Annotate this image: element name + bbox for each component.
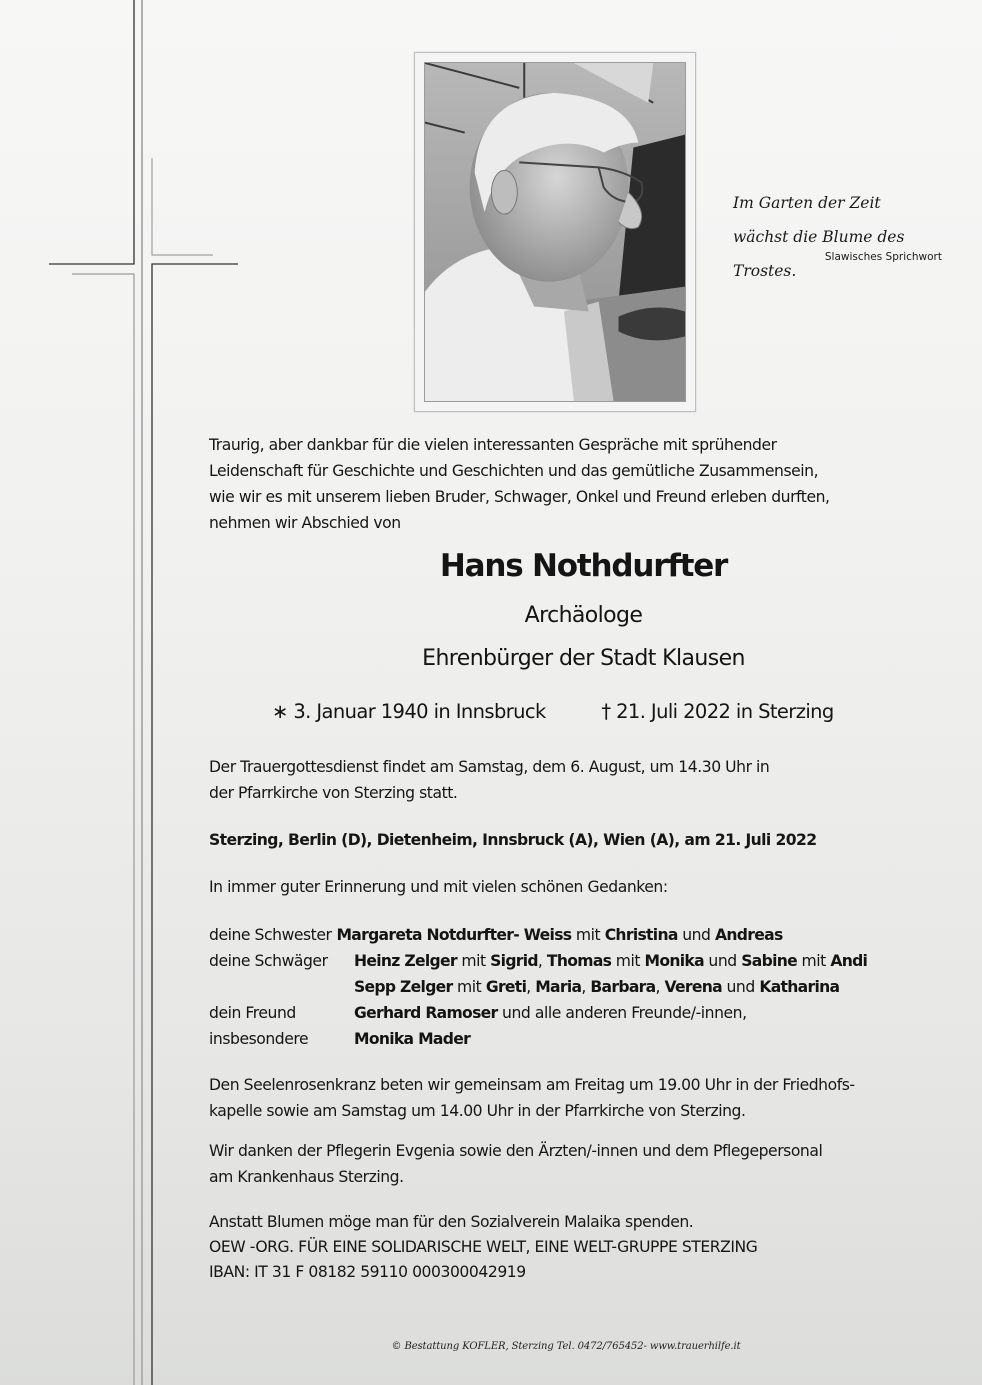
quote-source: Slawisches Sprichwort — [824, 251, 942, 263]
cross-line-upper-right — [152, 158, 213, 255]
donation-iban: IBAN: IT 31 F 08182 59110 000300042919 — [209, 1263, 526, 1281]
thanks-line: Wir danken der Pflegerin Evgenia sowie den Ärzten/-innen und dem Pflegepersonal — [209, 1142, 823, 1160]
death-cross-icon: † — [601, 700, 611, 723]
family-members — [354, 974, 839, 1000]
family-member-name: Greti — [485, 978, 527, 996]
family-member-name: Margareta Notdurfter- Weiss — [336, 926, 572, 944]
intro-line: wie wir es mit unserem lieben Bruder, Schwager, Onkel und Freund erleben durften, — [209, 488, 830, 506]
family-members — [354, 1000, 747, 1026]
memory-line: In immer guter Erinnerung und mit vielen schönen Gedanken: — [209, 878, 668, 896]
cross-line-lower-left — [72, 274, 134, 1385]
family-row — [209, 922, 867, 948]
family-connector: , — [526, 978, 536, 996]
service-line: Der Trauergottesdienst findet am Samstag, dem 6. August, um 14.30 Uhr in — [209, 758, 770, 776]
family-connector: mit — [797, 952, 831, 970]
thanks-paragraph — [209, 1138, 949, 1190]
family-relation: dein Freund — [209, 1004, 296, 1022]
family-row — [209, 1026, 867, 1052]
family-member-name: Sigrid — [490, 952, 538, 970]
family-members — [354, 948, 867, 974]
places-date: Sterzing, Berlin (D), Dietenheim, Innsbruck (A), Wien (A), am 21. Juli 2022 — [209, 831, 817, 849]
family-member-name: Heinz Zelger — [354, 952, 457, 970]
family-connector: mit — [452, 978, 486, 996]
family-member-name: Monika — [644, 952, 704, 970]
family-row — [209, 1000, 867, 1026]
family-connector: mit — [456, 952, 491, 970]
intro-line: Leidenschaft für Geschichte und Geschichten und das gemütliche Zusammensein, — [209, 462, 819, 480]
family-member-name: Verena — [664, 978, 722, 996]
family-list — [209, 922, 867, 1052]
cross-line-upper-left — [49, 0, 134, 264]
family-relation: deine Schwäger — [209, 952, 328, 970]
deceased-profession: Archäologe — [524, 603, 643, 628]
family-member-name: Maria — [535, 978, 582, 996]
life-dates — [272, 700, 834, 723]
family-members — [354, 1026, 470, 1052]
family-connector: und — [721, 978, 760, 996]
family-connector: und — [703, 952, 742, 970]
family-connector: mit — [611, 952, 645, 970]
thanks-line: am Krankenhaus Sterzing. — [209, 1168, 404, 1186]
quote-line-2: wächst die Blume des Trostes. — [733, 228, 905, 280]
family-row — [209, 974, 867, 1000]
family-connector: , — [655, 978, 665, 996]
deceased-honor: Ehrenbürger der Stadt Klausen — [422, 646, 745, 671]
rosary-line: kapelle sowie am Samstag um 14.00 Uhr in der Pfarrkirche von Sterzing. — [209, 1102, 746, 1120]
intro-paragraph — [209, 432, 949, 536]
birth-date: 3. Januar 1940 in Innsbruck — [293, 700, 546, 723]
family-connector: und — [677, 926, 716, 944]
intro-line: nehmen wir Abschied von — [209, 514, 401, 532]
family-row — [209, 948, 867, 974]
family-member-name: Barbara — [590, 978, 656, 996]
donation-org: OEW -ORG. FÜR EINE SOLIDARISCHE WELT, EINE WELT-GRUPPE STERZING — [209, 1238, 758, 1256]
family-member-name: Christina — [604, 926, 678, 944]
family-member-name: Katharina — [759, 978, 840, 996]
family-relation: insbesondere — [209, 1030, 309, 1048]
family-connector: , — [581, 978, 591, 996]
family-connector: , — [537, 952, 547, 970]
quote-line-1: Im Garten der Zeit — [733, 194, 881, 212]
service-line: der Pfarrkirche von Sterzing statt. — [209, 784, 458, 802]
donation-line: Anstatt Blumen möge man für den Sozialverein Malaika spenden. — [209, 1213, 694, 1231]
quote-block — [733, 186, 958, 280]
family-member-name: Sabine — [741, 952, 798, 970]
family-member-name: Monika Mader — [354, 1030, 471, 1048]
family-member-name: Andreas — [715, 926, 783, 944]
deceased-name: Hans Nothdurfter — [439, 548, 728, 584]
family-member-name: Thomas — [546, 952, 612, 970]
portrait-frame — [414, 52, 696, 412]
death-date: 21. Juli 2022 in Sterzing — [616, 700, 834, 723]
birth-star-icon: ∗ — [272, 700, 288, 723]
family-connector: und alle anderen Freunde/-innen, — [497, 1004, 747, 1022]
family-member-name: Sepp Zelger — [354, 978, 453, 996]
family-members — [336, 922, 782, 948]
donation-paragraph — [209, 1210, 949, 1285]
service-paragraph — [209, 754, 909, 806]
family-relation — [209, 974, 354, 1000]
family-member-name: Gerhard Ramoser — [354, 1004, 498, 1022]
rosary-line: Den Seelenrosenkranz beten wir gemeinsam am Freitag um 19.00 Uhr in der Friedhofs- — [209, 1076, 855, 1094]
portrait-photo-icon — [425, 63, 685, 401]
family-relation: deine Schwester — [209, 926, 332, 944]
intro-line: Traurig, aber dankbar für die vielen interessanten Gespräche mit sprühender — [209, 436, 777, 454]
footer-credit: © Bestattung KOFLER, Sterzing Tel. 0472/765452- www.trauerhilfe.it — [391, 1341, 741, 1352]
portrait-photo — [424, 62, 686, 402]
rosary-paragraph — [209, 1072, 969, 1124]
family-connector: mit — [571, 926, 605, 944]
family-member-name: Andi — [830, 952, 868, 970]
